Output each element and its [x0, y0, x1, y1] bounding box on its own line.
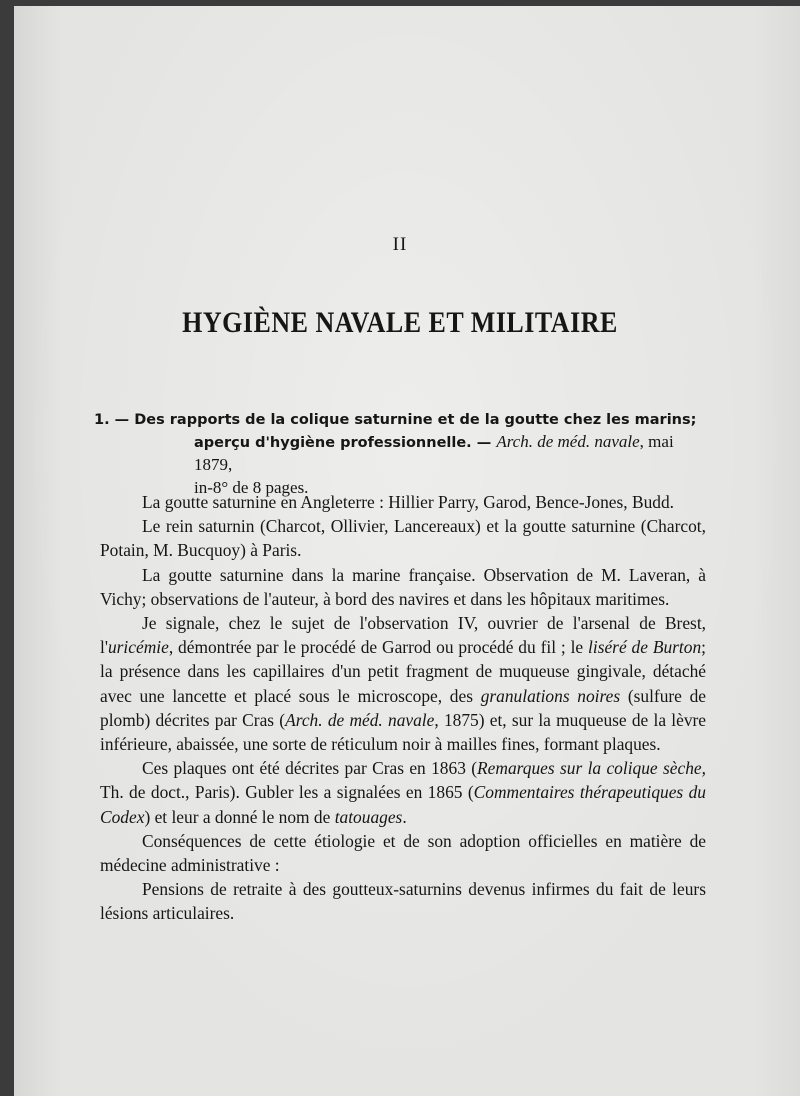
p5-italic-tatouages: tatouages [334, 806, 403, 827]
p4-italic-lisere: liséré de Burton [588, 637, 702, 658]
entry-date: , mai 1879, [194, 432, 674, 474]
section-title: HYGIÈNE NAVALE ET MILITAIRE [182, 306, 618, 339]
paragraph-1: La goutte saturnine en Angleterre : Hillier Parry, Garod, Bence-Jones, Budd. [142, 492, 675, 512]
p5-text-g: . [402, 806, 407, 827]
entry-format: in-8° de 8 pages. [194, 478, 309, 497]
p4-text-e: ; la présence dans les capillaires d'un petit fragment de muqueuse gingivale, détaché avec une lancette et placé sous le microscope, des [100, 637, 706, 706]
entry-title-line2: aperçu d'hygiène professionnelle. — [194, 435, 492, 451]
paragraph-3: La goutte saturnine dans la marine française. Observation de M. Laveran, à Vichy; observations de l'auteur, à bord des navires et dans les hôpitaux maritimes. [100, 564, 706, 609]
paragraph-6: Conséquences de cette étiologie et de son adoption officielles en matière de médecine administrative : [100, 830, 706, 876]
p4-text-i: , 1875) et, sur la muqueuse de la lèvre inférieure, abaissée, une sorte de réticulum noir à mailles fines, formant plaques. [100, 709, 707, 755]
p5-italic-commentaires: Commentaires thérapeutiques du Codex [100, 782, 706, 827]
p4-italic-uricemie: uricémie [107, 637, 169, 658]
p4-italic-journal: Arch. de méd. navale [285, 709, 435, 730]
bibliography-entry [94, 410, 706, 500]
paragraph-5 [100, 756, 706, 829]
p5-text-e: ) et leur a donné le nom de [144, 806, 335, 827]
paragraph-4 [100, 611, 706, 756]
paragraph-7: Pensions de retraite à des goutteux-saturnins devenus infirmes du fait de leurs lésions articulaires. [100, 879, 706, 924]
p5-text-a: Ces plaques ont été décrites par Cras en 1863 ( [142, 758, 478, 779]
p5-italic-remarques: Remarques sur la colique sèche [477, 758, 702, 779]
entry-number: 1. — [94, 412, 130, 428]
p5-text-c: , Th. de doct., Paris). Gubler les a signalées en 1865 ( [100, 758, 706, 803]
p4-italic-granulations: granulations noires [480, 685, 621, 706]
document-page [14, 6, 800, 1096]
body-text [100, 490, 706, 926]
p4-text-a: Je signale, chez le sujet de l'observation IV, ouvrier de l'arsenal de Brest, l' [100, 613, 706, 658]
p4-text-g: (sulfure de plomb) décrites par Cras ( [100, 685, 707, 730]
entry-title-line1: Des rapports de la colique saturnine et de la goutte chez les marins; [134, 412, 697, 428]
p4-text-c: , démontrée par le procédé de Garrod ou procédé du fil ; le [168, 637, 589, 658]
paragraph-2: Le rein saturnin (Charcot, Ollivier, Lancereaux) et la goutte saturnine (Charcot, Potain, M. Bucquoy) à Paris. [100, 516, 706, 561]
section-number: II [392, 234, 408, 255]
entry-journal: Arch. de méd. navale [496, 432, 640, 451]
